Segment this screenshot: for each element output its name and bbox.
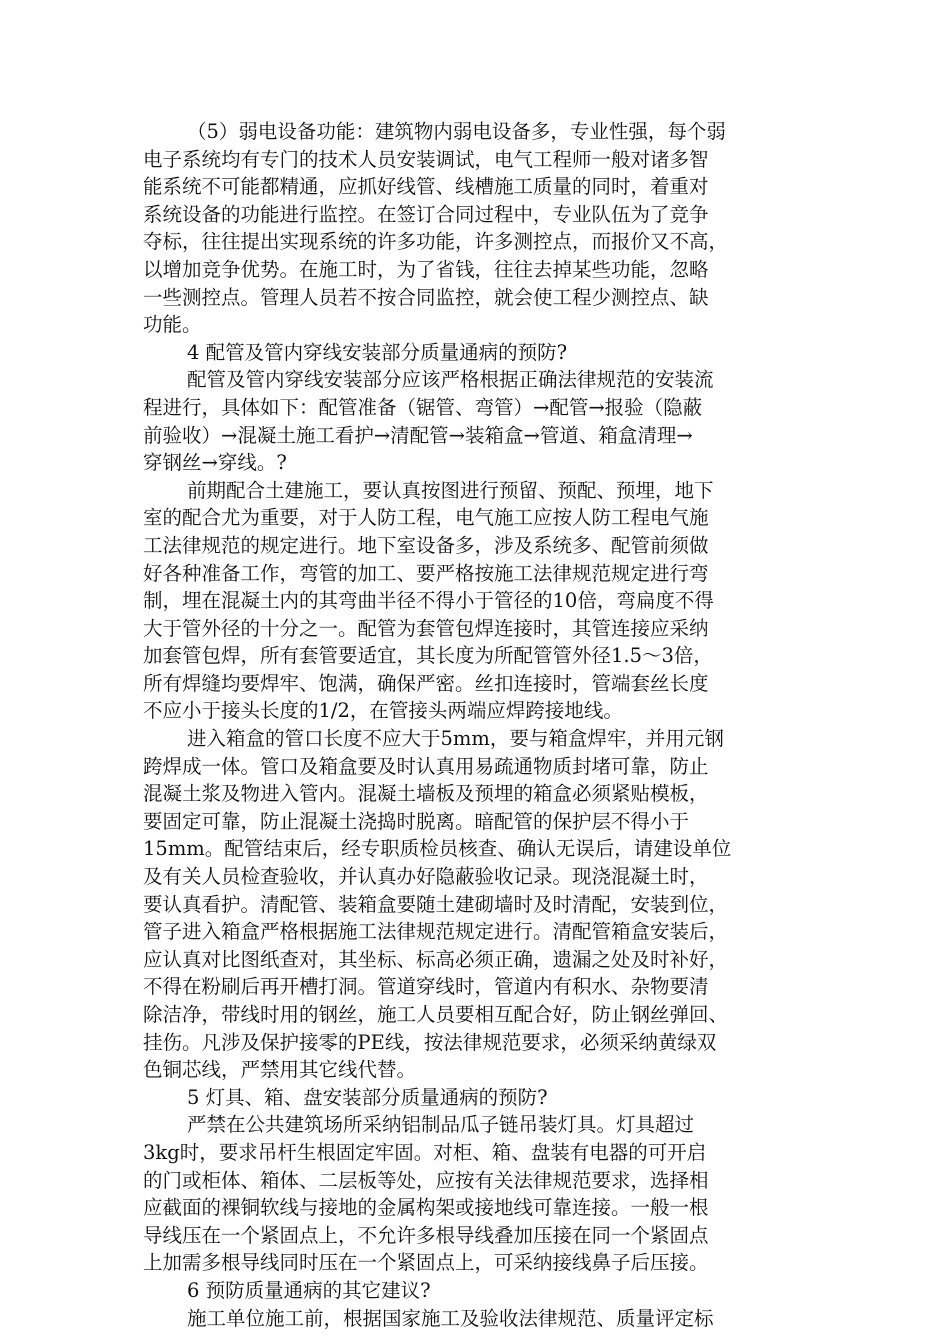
- text-line: 制，埋在混凝土内的其弯曲半径不得小于管径的10倍，弯扁度不得: [143, 589, 714, 613]
- text-line: 所有焊缝均要焊牢、饱满，确保严密。丝扣连接时，管端套丝长度: [143, 671, 709, 695]
- text-line: 应截面的裸铜软线与接地的金属构架或接地线可靠连接。一般一根: [143, 1196, 709, 1220]
- document-body: [143, 118, 793, 1332]
- text-line: 工法律规范的规定进行。地下室设备多，涉及系统多、配管前须做: [143, 533, 709, 557]
- text-line: 穿钢丝→穿线。?: [143, 451, 287, 475]
- text-line: 加套管包焊，所有套管要适宜，其长度为所配管管外径1.5～3倍，: [143, 644, 713, 668]
- text-line: 除洁净，带线时用的钢丝，施工人员要相互配合好，防止钢丝弹回、: [143, 1003, 729, 1026]
- text-line: 要固定可靠，防止混凝土浇捣时脱离。暗配管的保护层不得小于: [143, 809, 690, 833]
- text-line: （5）弱电设备功能：建筑物内弱电设备多，专业性强，每个弱: [187, 120, 726, 143]
- text-line: 进入箱盒的管口长度不应大于5mm，要与箱盒焊牢，并用元钢: [187, 727, 724, 751]
- text-line: 室的配合尤为重要，对于人防工程，电气施工应按人防工程电气施: [143, 506, 709, 530]
- text-line: 功能。: [143, 313, 202, 337]
- text-line: 应认真对比图纸查对，其坐标、标高必须正确，遗漏之处及时补好，: [143, 947, 729, 971]
- text-line: 大于管外径的十分之一。配管为套管包焊连接时，其管连接应采纳: [143, 616, 709, 640]
- text-line: 以增加竞争优势。在施工时，为了省钱，往往去掉某些功能，忽略: [143, 257, 709, 281]
- text-line: 系统设备的功能进行监控。在签订合同过程中，专业队伍为了竞争: [143, 202, 709, 226]
- text-line: 混凝土浆及物进入管内。混凝土墙板及预埋的箱盒必须紧贴模板，: [143, 782, 709, 806]
- text-line: 15mm。配管结束后，经专职质检员核查、确认无误后，请建设单位: [143, 837, 732, 861]
- text-line: 4 配管及管内穿线安装部分质量通病的预防?: [187, 340, 568, 364]
- text-line: 的门或柜体、箱体、二层板等处，应按有关法律规范要求，选择相: [143, 1168, 709, 1192]
- text-line: 管子进入箱盒严格根据施工法律规范规定进行。清配管箱盒安装后，: [143, 920, 729, 944]
- text-line: 配管及管内穿线安装部分应该严格根据正确法律规范的安装流: [187, 368, 714, 392]
- text-line: 及有关人员检查验收，并认真办好隐蔽验收记录。现浇混凝土时，: [143, 865, 709, 889]
- text-line: 前验收）→混凝土施工看护→清配管→装箱盒→管道、箱盒清理→: [143, 423, 693, 447]
- text-line: 不得在粉刷后再开槽打洞。管道穿线时，管道内有积水、杂物要清: [143, 975, 709, 999]
- text-line: 施工单位施工前，根据国家施工及验收法律规范、质量评定标: [187, 1306, 714, 1330]
- text-line: 能系统不可能都精通，应抓好线管、线槽施工质量的同时，着重对: [143, 175, 709, 199]
- text-line: 一些测控点。管理人员若不按合同监控，就会使工程少测控点、缺: [143, 285, 709, 309]
- text-line: 程进行，具体如下：配管准备（锯管、弯管）→配管→报验（隐蔽: [143, 395, 703, 419]
- text-line: 电子系统均有专门的技术人员安装调试，电气工程师一般对诸多智: [143, 147, 709, 171]
- text-line: 严禁在公共建筑场所采纳铝制品瓜子链吊装灯具。灯具超过: [187, 1113, 695, 1137]
- text-line: 好各种准备工作，弯管的加工、要严格按施工法律规范规定进行弯: [143, 561, 709, 585]
- text-line: 色铜芯线，严禁用其它线代替。: [143, 1058, 417, 1082]
- text-line: 夺标，往往提出实现系统的许多功能，许多测控点，而报价又不高，: [143, 230, 729, 254]
- text-line: 跨焊成一体。管口及箱盒要及时认真用易疏通物质封堵可靠，防止: [143, 754, 709, 778]
- text-line: 5 灯具、箱、盘安装部分质量通病的预防?: [187, 1085, 548, 1109]
- text-line: 不应小于接头长度的1/2，在管接头两端应焊跨接地线。: [143, 699, 623, 723]
- text-line: 导线压在一个紧固点上，不允许多根导线叠加压接在同一个紧固点: [143, 1223, 709, 1247]
- text-line: 挂伤。凡涉及保护接零的PE线，按法律规范要求，必须采纳黄绿双: [143, 1030, 717, 1054]
- text-line: 3kg时，要求吊杆生根固定牢固。对柜、箱、盘装有电器的可开启: [143, 1140, 707, 1164]
- text-line: 6 预防质量通病的其它建议?: [187, 1278, 431, 1302]
- text-line: 要认真看护。清配管、装箱盒要随土建砌墙时及时清配，安装到位，: [143, 892, 729, 916]
- text-line: 上加需多根导线同时压在一个紧固点上，可采纳接线鼻子后压接。: [143, 1251, 709, 1275]
- text-line: 前期配合土建施工，要认真按图进行预留、预配、预埋，地下: [187, 478, 714, 502]
